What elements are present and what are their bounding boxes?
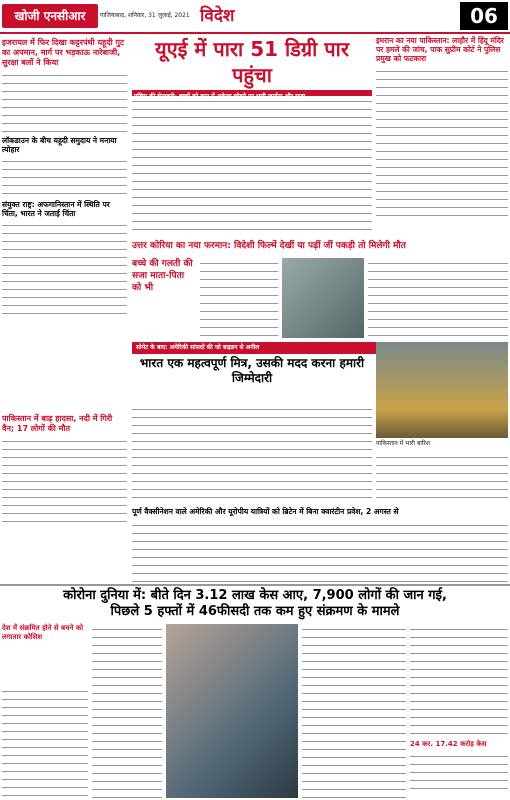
main-headline: यूएई में पारा 51 डिग्री पार पहुंचा (154, 37, 350, 87)
left-text-3 (2, 220, 127, 320)
nk-side-heading: बच्चे की गलती की सजा माता-पिता को भी (132, 259, 193, 293)
uk-headline: पूर्ण वैक्सीनेशन वाले अमेरिकी और यूरोपीय यात्रियों को ब्रिटेन में बिना क्वारंटीन प्रवेश, 2 अगस्त से (132, 507, 399, 516)
india-headline-wrap (132, 356, 372, 400)
covid-right-text-2 (410, 751, 508, 795)
left-column (2, 38, 127, 410)
left-headline-1: इजरायल में फिर दिखा कट्टरपंथी यहूदी गुट का अपमान, मार्ग पर भड़काऊ नारेबाजी, सुरक्षा बलों ने किया (2, 38, 125, 67)
pak-caption: पाकिस्तान में भारी बारिश (376, 440, 430, 447)
right-column (376, 36, 508, 236)
uae-body-text (132, 96, 372, 236)
uk-headline-wrap (132, 506, 508, 518)
brand-logo: खोजी एनसीआर (2, 4, 98, 28)
left-text-2 (2, 156, 127, 196)
page-number: 06 (460, 2, 508, 30)
left-headline-2: लॉकडाउन के बीच यहूदी समुदाय ने मनाया त्योहार (2, 136, 117, 154)
pak-text (376, 452, 508, 504)
right-headline: इमरान का नया पाकिस्तान: लाहौर में हिंदू मंदिर पर हमले की जांच, पाक सुप्रीम कोर्ट ने पुलिस प्रमुख को फटकारा (376, 36, 504, 63)
india-headline: भारत एक महत्वपूर्ण मित्र, उसकी मदद करना हमारी जिम्मेदारी (139, 356, 365, 385)
right-text (376, 66, 508, 216)
covid-side (2, 624, 88, 684)
covid-side-heading: देश में संक्रमित होने से बचने को लगातार कोशिश (2, 624, 84, 641)
covid-band (0, 588, 510, 620)
nk-text-right (368, 258, 508, 338)
covid-headline: कोरोना दुनिया में: बीते दिन 3.12 लाख केस आए, 7,900 लोगों की जान गई, (63, 588, 447, 603)
header-rule (0, 32, 510, 34)
main-headline-block (132, 36, 372, 92)
covid-text-2 (92, 624, 162, 798)
nk-text (200, 258, 278, 338)
kim-jong-un-photo (282, 258, 364, 338)
uk-body-text (132, 520, 508, 582)
masthead (0, 0, 510, 34)
left-column-lower (2, 414, 127, 544)
covid-headline-2: पिछले 5 हफ्तों में 46फीसदी तक कम हुए संक्रमण के मामले (110, 604, 400, 619)
dateline: गाजियाबाद, शनिवार, 31 जुलाई, 2021 (100, 12, 190, 19)
covid-left-text (2, 686, 88, 798)
left-headline-4: पाकिस्तान में बाढ़ हादसा, नदी में गिरी वैन; 17 लोगों की मौत (2, 414, 113, 433)
left-headline-3: संयुक्त राष्ट्र: अफगानिस्तान में स्थिति पर चिंता, भारत ने जताई चिंता (2, 200, 110, 218)
covid-text-3 (302, 624, 406, 798)
section-title: विदेश (200, 6, 235, 26)
india-band: सोमेट के बाद: अमेरिकी सांसदों की जो बाइडन से अपील (132, 342, 376, 354)
nk-sidebar (132, 258, 196, 338)
left-text-1 (2, 70, 127, 132)
covid-crowd-photo (166, 624, 298, 798)
left-text-4 (2, 436, 127, 528)
covid-stat: 24 कर. 17.42 करोड़ केस (410, 740, 487, 748)
covid-right-text (410, 624, 508, 736)
india-body-text (132, 404, 372, 504)
nk-headline-wrap (132, 240, 508, 254)
divider (0, 584, 510, 586)
nk-headline: उत्तर कोरिया का नया फरमान: विदेशी फिल्में देखीं या पढ़ीं जीं पकड़ी तो मिलेगी मौत (132, 241, 406, 251)
covid-right (410, 624, 508, 798)
pakistan-rain-photo (376, 342, 508, 438)
